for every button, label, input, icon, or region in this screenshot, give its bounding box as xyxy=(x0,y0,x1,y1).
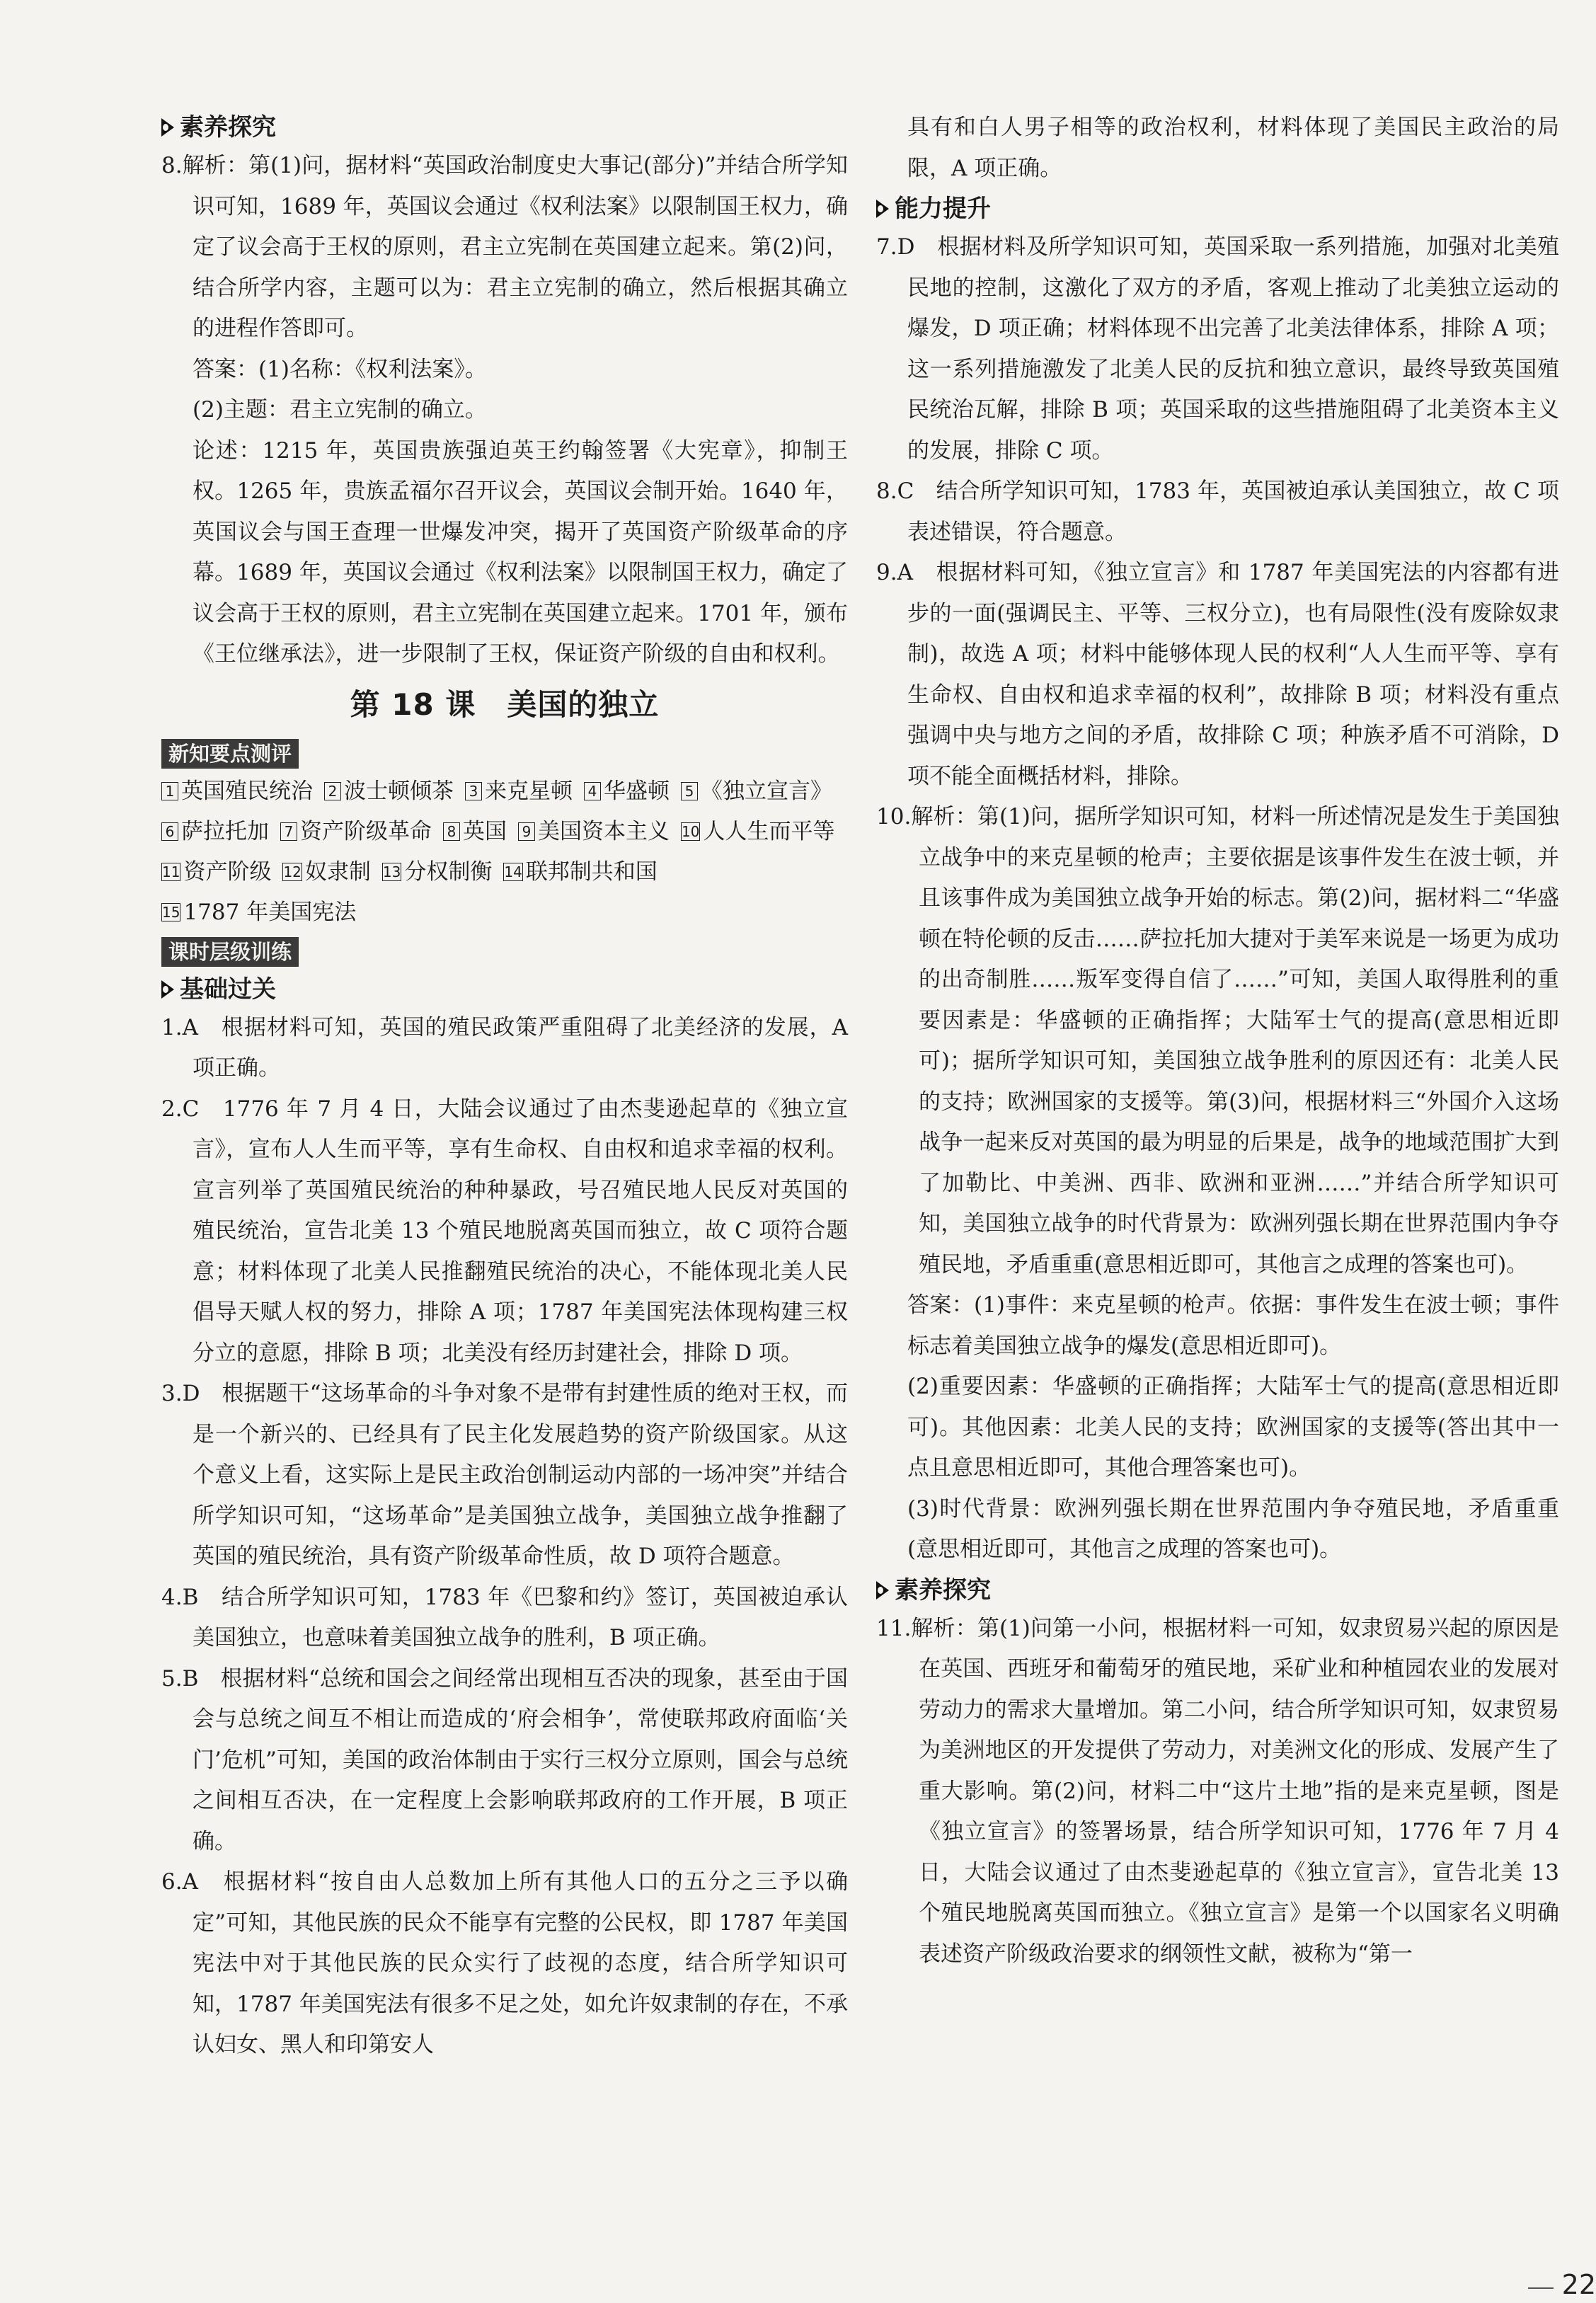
page-number: 22 xyxy=(1561,2269,1596,2300)
kp-item: 8 英国 xyxy=(443,812,507,852)
q8-answer-1: 答案：(1)名称：《权利法案》。 xyxy=(193,356,487,382)
kp-item: 7 资产阶级革命 xyxy=(280,812,432,852)
question-1: 1.A 根据材料可知，英国的殖民政策严重阻碍了北美经济的发展，A 项正确。 xyxy=(161,1014,848,1081)
lesson-title: 第 18 课 美国的独立 xyxy=(350,687,660,722)
kp-item: 2 波士顿倾茶 xyxy=(324,771,454,812)
question-6-continued: 具有和白人男子相等的政治权利，材料体现了美国民主政治的局限，A 项正确。 xyxy=(907,115,1559,181)
q10-answer-3: (3)时代背景：欧洲列强长期在世界范围内争夺殖民地，矛盾重重(意思相近即可，其他言之成理的答案也可)。 xyxy=(907,1495,1559,1562)
knowledge-points xyxy=(161,771,848,933)
kp-item: 4 华盛顿 xyxy=(584,771,670,812)
q8-answer-2: (2)主题：君主立宪制的确立。 xyxy=(193,397,487,423)
q8-analysis: 8.解析：第(1)问，据材料“英国政治制度史大事记(部分)”并结合所学知识可知，1689 年，英国议会通过《权利法案》以限制国王权力，确定了议会高于王权的原则，君主立宪制在英国建立起来。第(2)问，结合所学内容，主题可以为：君主立宪制的确立，然后根据其确立的进程作答即可。 xyxy=(161,153,848,341)
triangle-marker-icon xyxy=(161,980,174,999)
q8-answer-3: 论述：1215 年，英国贵族强迫英王约翰签署《大宪章》，抑制王权。1265 年，贵族孟福尔召开议会，英国议会制开始。1640 年，英国议会与国王查理一世爆发冲突，揭开了英国资产阶级革命的序幕。1689 年，英国议会通过《权利法案》以限制国王权力，确定了议会高于王权的原则，君主立宪制在英国建立起来。1701 年，颁布《王位继承法》，进一步限制了王权，保证资产阶级的自由和权利。 xyxy=(193,437,848,667)
kp-item: 6 萨拉托加 xyxy=(161,812,269,852)
kp-item: 11 资产阶级 xyxy=(162,858,272,885)
q10-analysis: 10.解析：第(1)问，据所学知识可知，材料一所述情况是发生于美国独立战争中的来克星顿的枪声；主要依据是该事件发生在波士顿，并且该事件成为美国独立战争开始的标志。第(2)问，据材料二“华盛顿在特伦顿的反击……萨拉托加大捷对于美军来说是一场更为成功的出奇制胜……叛军变得自信了……”可知，美国人取得胜利的重要因素是：华盛顿的正确指挥；大陆军士气的提高(意思相近即可)；据所学知识可知，美国独立战争胜利的原因还有：北美人民的支持；欧洲国家的支援等。第(3)问，根据材料三“外国介入这场战争一起来反对英国的最为明显的后果是，战争的地域范围扩大到了加勒比、中美洲、西非、欧洲和亚洲……”并结合所学知识可知，美国独立战争的时代背景为：欧洲列强长期在世界范围内争夺殖民地，矛盾重重(意思相近即可，其他言之成理的答案也可)。 xyxy=(876,804,1559,1277)
triangle-marker-icon xyxy=(161,118,174,137)
kp-item: 14 联邦制共和国 xyxy=(504,858,658,885)
question-5: 5.B 根据材料“总统和国会之间经常出现相互否决的现象，甚至由于国会与总统之间互不相让而造成的‘府会相争’，常使联邦政府面临‘关门’危机”可知，美国的政治体制由于实行三权分立原则，国会与总统之间相互否决，在一定程度上会影响联邦政府的工作开展，B 项正确。 xyxy=(161,1665,848,1854)
section-header-suyang-2: 素养探究 xyxy=(876,1573,1559,1607)
q11-analysis: 11.解析：第(1)问第一小问，根据材料一可知，奴隶贸易兴起的原因是在英国、西班牙和葡萄牙的殖民地，采矿业和种植园农业的发展对劳动力的需求大量增加。第二小问，结合所学知识可知，奴隶贸易为美洲地区的开发提供了劳动力，对美洲文化的形成、发展产生了重大影响。第(2)问，材料二中“这片土地”指的是来克星顿，图是《独立宣言》的签署场景，结合所学知识可知，1776 年 7 月 4 日，大陆会议通过了由杰斐逊起草的《独立宣言》，宣告北美 13 个殖民地脱离英国而独立。《独立宣言》是第一个以国家名义明确表述资产阶级政治要求的纲领性文献，被称为“第一 xyxy=(876,1615,1559,1967)
right-column xyxy=(876,108,1559,1975)
question-9: 9.A 根据材料可知，《独立宣言》和 1787 年美国宪法的内容都有进步的一面(强调民主、平等、三权分立)，也有局限性(没有废除奴隶制)，故选 A 项；材料中能够体现人民的权利“人人生而平等、享有生命权、自由权和追求幸福的权利”，故排除 B 项；材料没有重点强调中央与地方之间的矛盾，故排除 C 项；种族矛盾不可消除，D 项不能全面概括材料，排除。 xyxy=(876,560,1559,789)
kp-item: 9 美国资本主义 xyxy=(518,812,670,852)
question-8: 8.C 结合所学知识可知，1783 年，英国被迫承认美国独立，故 C 项表述错误，符合题意。 xyxy=(876,478,1559,545)
kp-item: 1 英国殖民统治 xyxy=(161,771,313,812)
tag-training: 课时层级训练 xyxy=(161,937,299,967)
kp-item: 12 奴隶制 xyxy=(283,858,371,885)
kp-item: 3 来克星顿 xyxy=(465,771,573,812)
question-2: 2.C 1776 年 7 月 4 日，大陆会议通过了由杰斐逊起草的《独立宣言》，宣布人人生而平等，享有生命权、自由权和追求幸福的权利。宣言列举了英国殖民统治的种种暴政，号召殖民地人民反对英国的殖民统治，宣告北美 13 个殖民地脱离英国而独立，故 C 项符合题意；材料体现了北美人民推翻殖民统治的决心，不能体现北美人民倡导天赋人权的努力，排除 A 项；1787 年美国宪法体现构建三权分立的意愿，排除 B 项；北美没有经历封建社会，排除 D 项。 xyxy=(161,1096,848,1366)
tag-knowledge-points: 新知要点测评 xyxy=(161,739,299,769)
kp-item: 5 《独立宣言》 xyxy=(681,771,832,812)
question-7: 7.D 根据材料及所学知识可知，英国采取一系列措施，加强对北美殖民地的控制，这激化了双方的矛盾，客观上推动了北美独立运动的爆发，D 项正确；材料体现不出完善了北美法律体系，排除 A 项；这一系列措施激发了北美人民的反抗和独立意识，最终导致英国殖民统治瓦解，排除 B 项；英国采取的这些措施阻碍了北美资本主义的发展，排除 C 项。 xyxy=(876,234,1559,464)
section-header-suyang: 素养探究 xyxy=(161,110,848,144)
page-number-dash xyxy=(1528,2287,1554,2289)
question-4: 4.B 结合所学知识可知，1783 年《巴黎和约》签订，英国被迫承认美国独立，也意味着美国独立战争的胜利，B 项正确。 xyxy=(161,1584,848,1650)
section-header-nengli: 能力提升 xyxy=(876,192,1559,226)
left-column xyxy=(161,108,848,2066)
question-6: 6.A 根据材料“按自由人总数加上所有其他人口的五分之三予以确定”可知，其他民族的民众不能享有完整的公民权，即 1787 年美国宪法中对于其他民族的民众实行了歧视的态度，结合所学知识可知，1787 年美国宪法有很多不足之处，如允许奴隶制的存在，不承认妇女、黑人和印第安人 xyxy=(161,1869,848,2057)
section-header-jichu: 基础过关 xyxy=(161,972,848,1006)
q10-answer-2: (2)重要因素：华盛顿的正确指挥；大陆军士气的提高(意思相近即可)。其他因素：北美人民的支持；欧洲国家的支援等(答出其中一点且意思相近即可，其他合理答案也可)。 xyxy=(907,1374,1559,1481)
kp-item: 15 1787 年美国宪法 xyxy=(162,899,357,925)
q10-answer-1: 答案：(1)事件：来克星顿的枪声。依据：事件发生在波士顿；事件标志着美国独立战争的爆发(意思相近即可)。 xyxy=(907,1292,1559,1359)
kp-item: 10 人人生而平等 xyxy=(682,818,835,844)
kp-item: 13 分权制衡 xyxy=(382,858,493,885)
triangle-marker-icon xyxy=(876,1581,889,1600)
question-3: 3.D 根据题干“这场革命的斗争对象不是带有封建性质的绝对王权，而是一个新兴的、已经具有了民主化发展趋势的资产阶级国家。从这个意义上看，这实际上是民主政治创制运动内部的一场冲突”并结合所学知识可知，“这场革命”是美国独立战争，美国独立战争推翻了英国的殖民统治，具有资产阶级革命性质，故 D 项符合题意。 xyxy=(161,1381,848,1569)
triangle-marker-icon xyxy=(876,200,889,218)
